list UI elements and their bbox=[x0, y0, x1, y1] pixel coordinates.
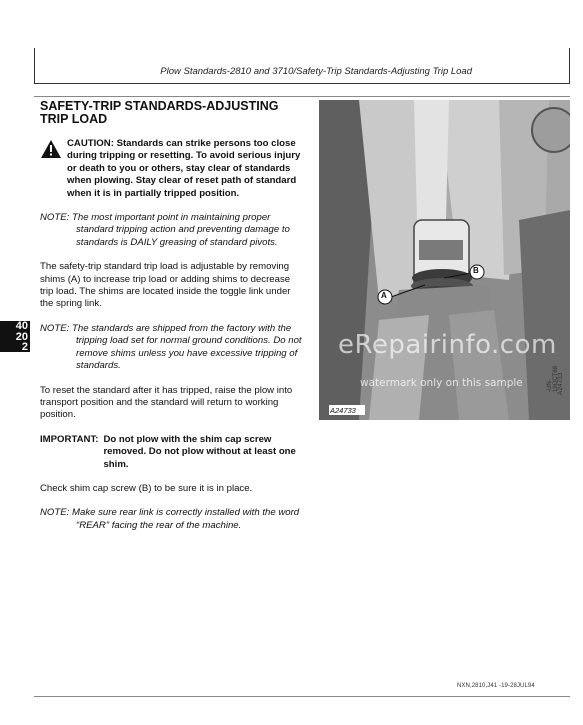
side-tab-line-2: 20 bbox=[15, 330, 28, 343]
caution-text bbox=[67, 138, 302, 200]
important-body: Do not plow with the shim cap screw removed. Do not plow without at least one shim. bbox=[103, 433, 296, 470]
paragraph-trip-load: The safety-trip standard trip load is adjustable by removing shims (A) to increase trip load or adding shims to decrease trip load. The shims are located inside the toggle link under the spring link. bbox=[40, 261, 291, 310]
note-body: The most important point in maintaining proper standard tripping action and preventing damage to standards is DAILY greasing of standard pivots. bbox=[69, 212, 290, 248]
page-header-title: Plow Standards-2810 and 3710/Safety-Trip Standards-Adjusting Trip Load bbox=[160, 66, 472, 77]
footer-code: NXN,2810,J41 bbox=[457, 683, 498, 689]
paragraph-reset-standard: To reset the standard after it has tripped, raise the plow into transport position and the standard will return to working position. bbox=[40, 384, 293, 421]
side-tab-line-1: 40 bbox=[15, 320, 28, 332]
caution-block bbox=[40, 138, 302, 200]
watermark-main: eRepairinfo.com bbox=[338, 330, 557, 360]
note-body: Make sure rear link is correctly installed with the word “REAR” facing the rear of the machine. bbox=[69, 507, 300, 531]
figure-side-number: A24733 bbox=[557, 372, 564, 395]
header-frame-right bbox=[569, 48, 570, 83]
note-label: NOTE: bbox=[40, 322, 70, 334]
figure-photo bbox=[319, 100, 570, 420]
note-greasing bbox=[40, 212, 302, 249]
header-frame-bottom bbox=[34, 83, 570, 84]
note-label: NOTE: bbox=[40, 212, 70, 224]
section-title: SAFETY-TRIP STANDARDS-ADJUSTING TRIP LOAD bbox=[40, 99, 279, 126]
figure-side-code: -UN-19OCT88 bbox=[547, 365, 559, 392]
footer-date: -19-28JUL94 bbox=[499, 683, 535, 689]
caution-body: Standards can strike persons too close during tripping or resetting. To avoid serious injury or death to you or others, stay clear of standards when plowing. Stay clear of reset path of standard when it is in partially tripped position. bbox=[67, 138, 301, 199]
paragraph-check-cap-screw: Check shim cap screw (B) to be sure it is in place. bbox=[40, 482, 253, 494]
important-block bbox=[40, 434, 302, 471]
note-body: The standards are shipped from the factory with the tripping load set for normal ground conditions. Do not remove shims unless you have excessive tripping of standards. bbox=[69, 322, 302, 372]
note-rear-link bbox=[40, 507, 302, 532]
page-footer-code bbox=[457, 683, 535, 689]
callout-b-label: B bbox=[473, 266, 479, 275]
important-label: IMPORTANT: bbox=[40, 433, 99, 445]
callout-a-label: A bbox=[381, 291, 387, 300]
watermark-sub: watermark only on this sample bbox=[360, 377, 523, 389]
section-side-tab bbox=[0, 321, 30, 352]
note-label: NOTE: bbox=[40, 507, 70, 519]
top-rule bbox=[34, 96, 570, 97]
figure-number: A24733 bbox=[330, 406, 356, 415]
warning-triangle-icon bbox=[40, 139, 62, 159]
note-factory-setting bbox=[40, 323, 302, 373]
caution-label: CAUTION: bbox=[67, 138, 114, 149]
header-frame-left bbox=[34, 48, 35, 83]
main-text-column bbox=[40, 100, 302, 544]
side-tab-line-3: 2 bbox=[21, 341, 28, 353]
bottom-rule bbox=[34, 696, 570, 697]
plow-toggle-link-illustration bbox=[319, 100, 570, 420]
